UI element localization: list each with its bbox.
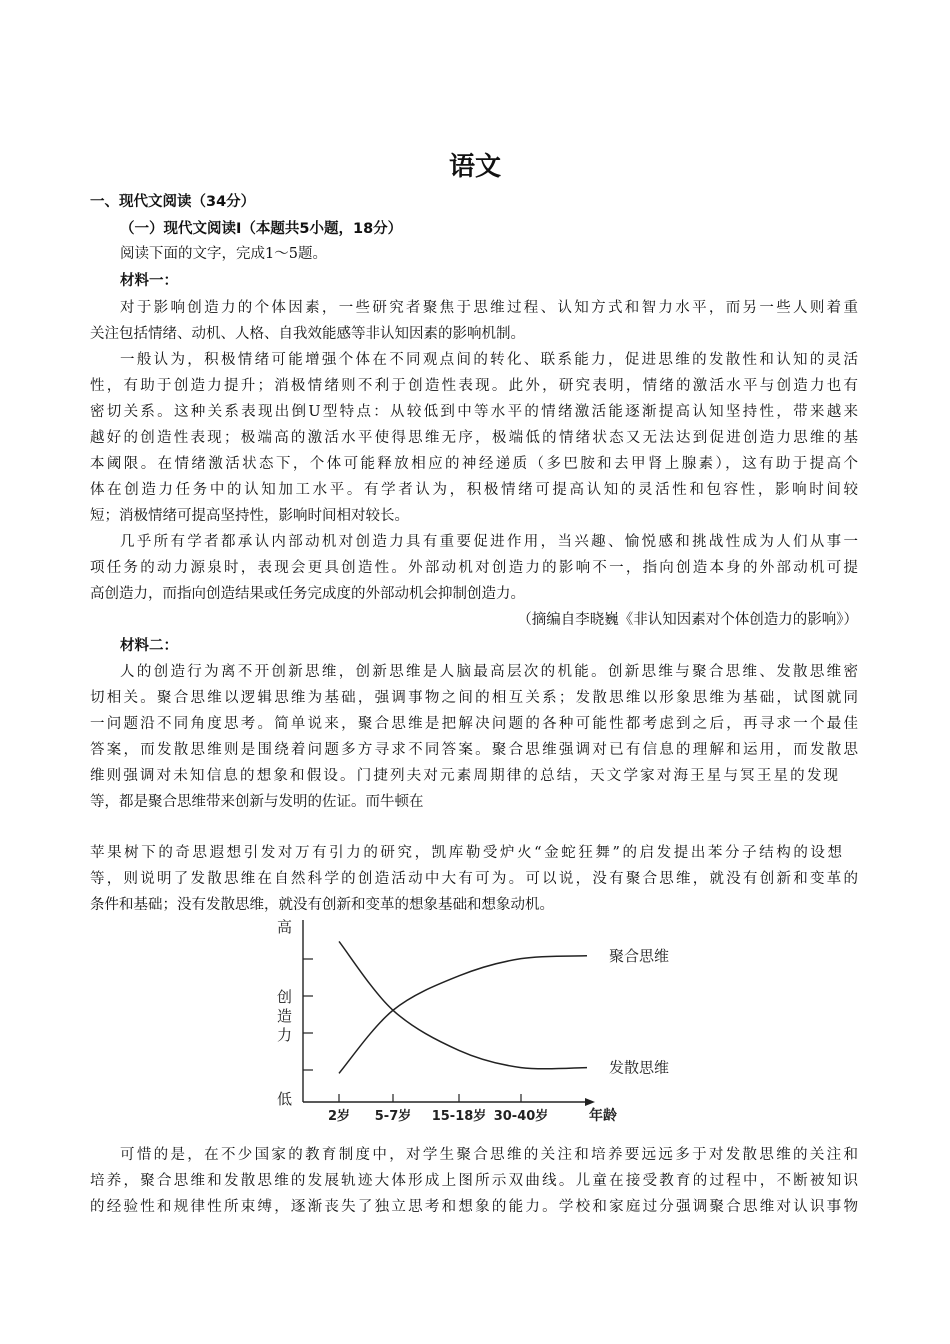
paragraph-line: 培养，聚合思维和发散思维的发展轨迹大体形成上图所示双曲线。儿童在接受教育的过程中，不断被知识 <box>90 1173 858 1189</box>
x-axis-arrow <box>585 1098 595 1106</box>
paragraph-line: 人的创造行为离不开创新思维，创新思维是人脑最高层次的机能。创新思维与聚合思维、发散思维密 <box>120 664 858 680</box>
paragraph-line: 切相关。聚合思维以逻辑思维为基础，强调事物之间的相互关系；发散思维以形象思维为基础，试图就同 <box>90 690 858 706</box>
paragraph-line: 对于影响创造力的个体因素，一些研究者聚焦于思维过程、认知方式和智力水平，而另一些人则着重 <box>120 300 858 316</box>
series-line-convergent <box>339 956 587 1074</box>
paragraph-line: 本阈限。在情绪激活状态下，个体可能释放相应的神经递质（多巴胺和去甲肾上腺素），这有助于提高个 <box>90 456 858 472</box>
paragraph-line: 短；消极情绪可提高坚持性，影响时间相对较长。 <box>90 508 409 524</box>
paragraph-line: 维则强调对未知信息的想象和假设。门捷列夫对元素周期律的总结，天文学家对海王星与冥王星的发现 <box>90 768 838 784</box>
series-label: 聚合思维 <box>609 946 670 965</box>
paragraph-line: 越好的创造性表现；极端高的激活水平使得思维无序，极端低的情绪状态又无法达到促进创造力思维的基 <box>90 430 858 446</box>
paragraph-line: 条件和基础；没有发散思维，就没有创新和变革的想象基础和想象动机。 <box>90 897 554 913</box>
x-tick-label: 15-18岁 <box>431 1109 487 1122</box>
series-label: 发散思维 <box>609 1058 670 1077</box>
x-axis-label: 年龄 <box>589 1108 617 1122</box>
x-tick-label: 2岁 <box>327 1109 351 1122</box>
y-high-label: 高 <box>277 918 293 936</box>
paragraph-line: 一般认为，积极情绪可能增强个体在不同观点间的转化、联系能力，促进思维的发散性和认知的灵活 <box>120 352 858 368</box>
y-axis-label: 创 <box>277 988 293 1006</box>
y-axis-label: 力 <box>277 1026 293 1044</box>
instruction-text: 阅读下面的文字，完成1～5题。 <box>120 246 327 262</box>
page-title: 语文 <box>448 152 501 182</box>
subsection-heading: （一）现代文阅读Ⅰ（本题共5小题，18分） <box>120 221 403 237</box>
x-tick-label: 5-7岁 <box>374 1109 412 1122</box>
creativity-chart <box>255 912 695 1122</box>
paragraph-line: 项任务的动力源泉时，表现会更具创造性。外部动机对创造力的影响不一，指向创造本身的外部动机可提 <box>90 560 858 576</box>
paragraph-line: 几乎所有学者都承认内部动机对创造力具有重要促进作用，当兴趣、愉悦感和挑战性成为人们从事一 <box>120 534 858 550</box>
paragraph-line: 可惜的是，在不少国家的教育制度中，对学生聚合思维的关注和培养要远远多于对发散思维的关注和 <box>120 1147 858 1163</box>
y-axis-label: 造 <box>277 1007 293 1025</box>
paragraph-line: 高创造力，而指向创造结果或任务完成度的外部动机会抑制创造力。 <box>90 586 525 602</box>
paragraph-line: 体在创造力任务中的认知加工水平。有学者认为，积极情绪可提高认知的灵活性和包容性，影响时间较 <box>90 482 858 498</box>
paragraph-line: 答案，而发散思维则是围绕着问题多方寻求不同答案。聚合思维强调对已有信息的理解和运用，而发散思 <box>90 742 858 758</box>
y-low-label: 低 <box>277 1090 293 1108</box>
paragraph-line: 性，有助于创造力提升；消极情绪则不利于创造性表现。此外，研究表明，情绪的激活水平与创造力也有 <box>90 378 858 394</box>
x-tick-label: 30-40岁 <box>493 1109 549 1122</box>
source-citation: （摘编自李晓巍《非认知因素对个体创造力的影响》） <box>517 612 858 628</box>
section-heading: 一、现代文阅读（34分） <box>90 194 256 210</box>
paragraph-line: 等，则说明了发散思维在自然科学的创造活动中大有可为。可以说，没有聚合思维，就没有创新和变革的 <box>90 871 858 887</box>
paragraph-line: 关注包括情绪、动机、人格、自我效能感等非认知因素的影响机制。 <box>90 326 525 342</box>
material2-label: 材料二： <box>120 638 178 654</box>
paragraph-line: 的经验性和规律性所束缚，逐渐丧失了独立思考和想象的能力。学校和家庭过分强调聚合思维对认识事物 <box>90 1199 858 1215</box>
material1-label: 材料一： <box>120 273 178 289</box>
paragraph-line: 苹果树下的奇思遐想引发对万有引力的研究，凯库勒受炉火“金蛇狂舞”的启发提出苯分子结构的设想 <box>90 845 842 861</box>
paragraph-line: 密切关系。这种关系表现出倒U型特点：从较低到中等水平的情绪激活能逐渐提高认知坚持性，带来越来 <box>90 404 858 420</box>
paragraph-line: 等，都是聚合思维带来创新与发明的佐证。而牛顿在 <box>90 794 424 810</box>
paragraph-line: 一问题沿不同角度思考。简单说来，聚合思维是把解决问题的各种可能性都考虑到之后，再寻求一个最佳 <box>90 716 858 732</box>
series-line-divergent <box>339 941 587 1068</box>
